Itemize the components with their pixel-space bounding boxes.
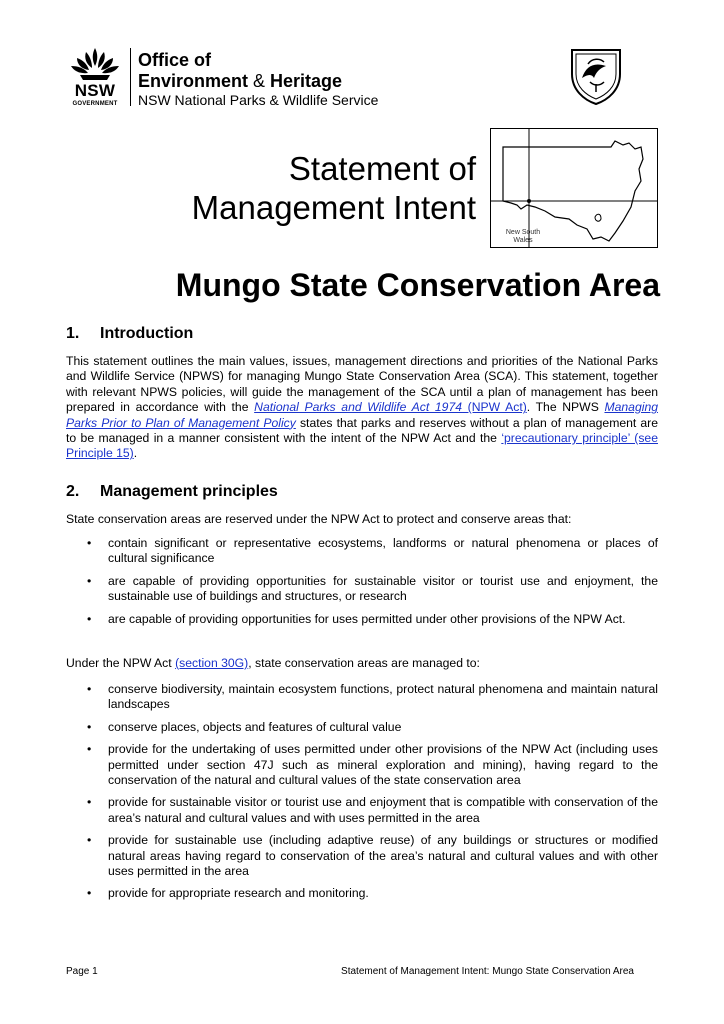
npws-emblem-icon — [566, 44, 626, 106]
section-30g-link[interactable]: (section 30G) — [175, 656, 249, 670]
list-item-text: conserve places, objects and features of cultural value — [108, 719, 402, 734]
management-objectives-list — [66, 682, 658, 902]
list-item-text: are capable of providing opportunities for uses permitted under other provisions of the NPW Act. — [108, 611, 626, 626]
nsw-locator-map — [490, 128, 658, 248]
list-item-text: contain significant or representative ecosystems, landforms or natural phenomena or places of cultural significance — [108, 536, 658, 566]
page-number: Page 1 — [66, 966, 98, 977]
precautionary-principle-link[interactable]: ‘precautionary principle’ (see Principle 15) — [66, 431, 658, 461]
management-objectives-intro — [66, 656, 658, 671]
section-number: 1. — [66, 325, 80, 342]
list-item — [66, 612, 658, 627]
footer-title: Statement of Management Intent: Mungo State Conservation Area — [341, 966, 634, 977]
bullet-icon: • — [87, 886, 92, 901]
section-heading-text: Introduction — [100, 325, 194, 342]
introduction-paragraph — [66, 354, 658, 462]
list-item — [66, 886, 658, 901]
logo-divider — [130, 48, 131, 106]
section-heading-text: Management principles — [100, 483, 278, 500]
org-name-line3: NSW National Parks & Wildlife Service — [138, 92, 379, 108]
list-item — [66, 833, 658, 879]
paragraph-text: . — [133, 446, 138, 461]
bullet-icon: • — [87, 719, 92, 734]
paragraph-text: states that parks and reserves without a plan of management are to be managed in a manner consistent with the intent of the NPW Act and the — [66, 415, 659, 446]
bullet-icon: • — [87, 682, 92, 696]
list-item — [66, 574, 658, 605]
nsw-government-logo — [66, 46, 124, 108]
list-item — [66, 682, 658, 713]
list-item-text: conserve biodiversity, maintain ecosystem functions, protect natural phenomena and maintain natural landscapes — [108, 682, 658, 712]
npw-act-link[interactable] — [254, 400, 527, 414]
section-heading-management-principles — [66, 482, 278, 502]
section-heading-introduction — [66, 324, 193, 344]
list-item — [66, 795, 658, 826]
list-item — [66, 742, 658, 788]
list-item-text: are capable of providing opportunities for sustainable visitor or tourist use and enjoyment, the sustainable use of buildings and structures, or research — [108, 573, 658, 604]
list-item-text: provide for sustainable visitor or tourist use and enjoyment that is compatible with conservation of the area’s natural and cultural values and with uses permitted in the area — [108, 795, 658, 825]
reservation-purposes-list — [66, 536, 658, 627]
page-title: Mungo State Conservation Area — [175, 267, 660, 303]
paragraph-text: Under the NPW Act — [66, 656, 176, 670]
org-name-environment: Environment — [138, 71, 249, 91]
paragraph-text: . The NPWS — [526, 400, 605, 415]
org-name-heritage: Heritage — [270, 71, 343, 91]
map-label: New South Wales — [505, 229, 541, 244]
list-item-text: provide for sustainable use (including adaptive reuse) of any buildings or structures or modified natural areas having regard to conservation of the area’s natural and cultural values and with other uses permitted in the area — [108, 833, 658, 879]
npw-act-link-abbr: (NPW Act) — [462, 400, 527, 415]
org-name-line2 — [138, 71, 342, 91]
bullet-icon: • — [87, 611, 92, 626]
bullet-icon: • — [87, 573, 92, 588]
paragraph-text: , state conservation areas are managed to: — [248, 656, 480, 670]
bullet-icon: • — [87, 833, 92, 848]
list-item — [66, 536, 658, 567]
nsw-logo-subtext: GOVERNMENT — [72, 101, 118, 107]
section-number: 2. — [66, 483, 80, 500]
npw-act-link-title: National Parks and Wildlife Act 1974 — [254, 400, 463, 415]
paragraph-text: This statement outlines the main values, issues, management directions and priorities of the National Parks and Wildlife Service (NPWS) for managing Mungo State Conservation Area (SCA). This statement, together with relevant NPWS policies, will guide the management of the SCA until a plan of management has been prepared in accordance with the — [66, 354, 658, 415]
document-type-title-line1: Statement of — [288, 150, 476, 187]
list-item-text: provide for the undertaking of uses permitted under other provisions of the NPW Act (including uses permitted under section 47J such as mineral exploration and mining), having regard to the conservation of the natural and cultural values of the state conservation area — [108, 742, 658, 788]
principles-intro-paragraph: State conservation areas are reserved under the NPW Act to protect and conserve areas that: — [66, 512, 572, 526]
bullet-icon: • — [87, 536, 92, 550]
bullet-icon: • — [87, 742, 92, 757]
list-item-text: provide for appropriate research and monitoring. — [108, 886, 369, 901]
list-item — [66, 720, 658, 735]
waratah-icon — [66, 46, 124, 82]
document-type-title-line2: Management Intent — [191, 189, 476, 226]
org-name-line1: Office of — [138, 50, 212, 70]
nsw-logo-text: NSW — [74, 81, 116, 100]
org-name-ampersand: & — [248, 71, 271, 91]
bullet-icon: • — [87, 795, 92, 810]
policy-link-title: Managing Parks Prior to Plan of Management Policy — [66, 400, 658, 430]
